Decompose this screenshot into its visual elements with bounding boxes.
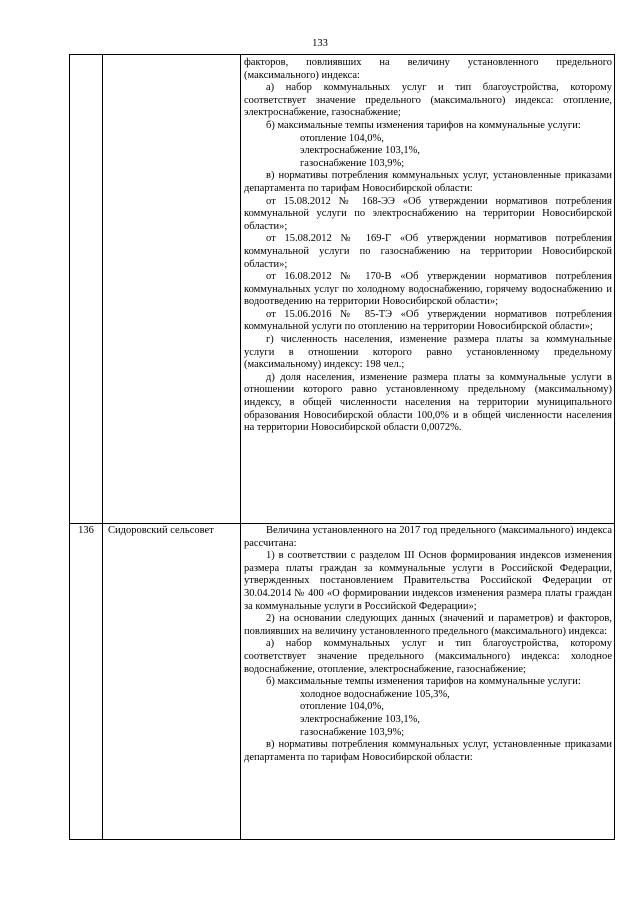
paragraph: б) максимальные темпы изменения тарифов на коммунальные услуги: xyxy=(266,119,581,131)
municipality-name: Сидоровский сельсовет xyxy=(108,525,214,536)
tariff-line: электроснабжение 103,1%, xyxy=(300,713,420,725)
paragraph: факторов, повлиявших на величину установленного предельного (максимального) индекса: xyxy=(244,57,612,81)
paragraph: от 16.08.2012 № 170-В «Об утверждении нормативов потребления коммунальных услуг по холодному водоснабжению, горячему водоснабжению и водоотведению на территории Новосибирской области»; xyxy=(244,271,612,308)
column-divider xyxy=(240,55,241,839)
paragraph: 1) в соответствии с разделом III Основ формирования индексов изменения размера платы граждан за коммунальные услуги в Российской Федерации, утвержденных постановлением Правительства Российской Федерации от 30.04.2014 № 400 «О формировании индексов изменения размера платы граждан за коммунальные услуги в Российской Федерации»; xyxy=(244,550,612,612)
tariff-line: газоснабжение 103,9%; xyxy=(300,726,405,738)
paragraph: г) численность населения, изменение размера платы за коммунальные услуги в отношении которого равно установленному предельному (максимальному) индексу: 198 чел.; xyxy=(244,334,612,371)
paragraph: от 15.08.2012 № 169-Г «Об утверждении нормативов потребления коммунальной услуги по газоснабжению на территории Новосибирской области»; xyxy=(244,233,612,270)
paragraph: в) нормативы потребления коммунальных услуг, установленные приказами департамента по тарифам Новосибирской области: xyxy=(244,739,612,763)
tariff-line: электроснабжение 103,1%, xyxy=(300,145,420,157)
page-number: 133 xyxy=(312,38,328,49)
paragraph: а) набор коммунальных услуг и тип благоустройства, которому соответствует значение предельного (максимального) индекса: холодное водоснабжение, отопление, электроснабжение, газоснабжение; xyxy=(244,638,612,675)
paragraph: в) нормативы потребления коммунальных услуг, установленные приказами департамента по тарифам Новосибирской области: xyxy=(244,170,612,194)
paragraph: от 15.08.2012 № 168-ЭЭ «Об утверждении нормативов потребления коммунальной услуги по электроснабжению на территории Новосибирской области»; xyxy=(244,195,612,232)
tariff-line: отопление 104,0%, xyxy=(300,701,384,713)
tariff-line: холодное водоснабжение 105,3%, xyxy=(300,688,450,700)
row-number: 136 xyxy=(78,525,94,536)
row-135-content xyxy=(244,57,612,435)
tariff-table xyxy=(69,54,615,840)
paragraph: а) набор коммунальных услуг и тип благоустройства, которому соответствует значение предельного (максимального) индекса: отопление, электроснабжение, газоснабжение; xyxy=(244,82,612,119)
column-divider xyxy=(102,55,103,839)
row-136-content xyxy=(244,525,612,764)
tariff-line: газоснабжение 103,9%; xyxy=(300,157,405,169)
paragraph: д) доля населения, изменение размера платы за коммунальные услуги в отношении которого равно установленному предельному (максимальному) индексу, в общей численности населения на территории муниципального образования Новосибирской области 100,0% и в общей численности населения на территории Новосибирской области 0,0072%. xyxy=(244,371,612,434)
paragraph: 2) на основании следующих данных (значений и параметров) и факторов, повлиявших на величину установленного предельного (максимального) индекса: xyxy=(244,613,612,637)
paragraph: от 15.06.2016 № 85-ТЭ «Об утверждении нормативов потребления коммунальной услуги по отоплению на территории Новосибирской области»; xyxy=(244,308,612,333)
tariff-line: отопление 104,0%, xyxy=(300,132,384,144)
paragraph: Величина установленного на 2017 год предельного (максимального) индекса рассчитана: xyxy=(244,525,612,549)
row-divider xyxy=(70,523,614,524)
paragraph: б) максимальные темпы изменения тарифов на коммунальные услуги: xyxy=(266,676,581,688)
